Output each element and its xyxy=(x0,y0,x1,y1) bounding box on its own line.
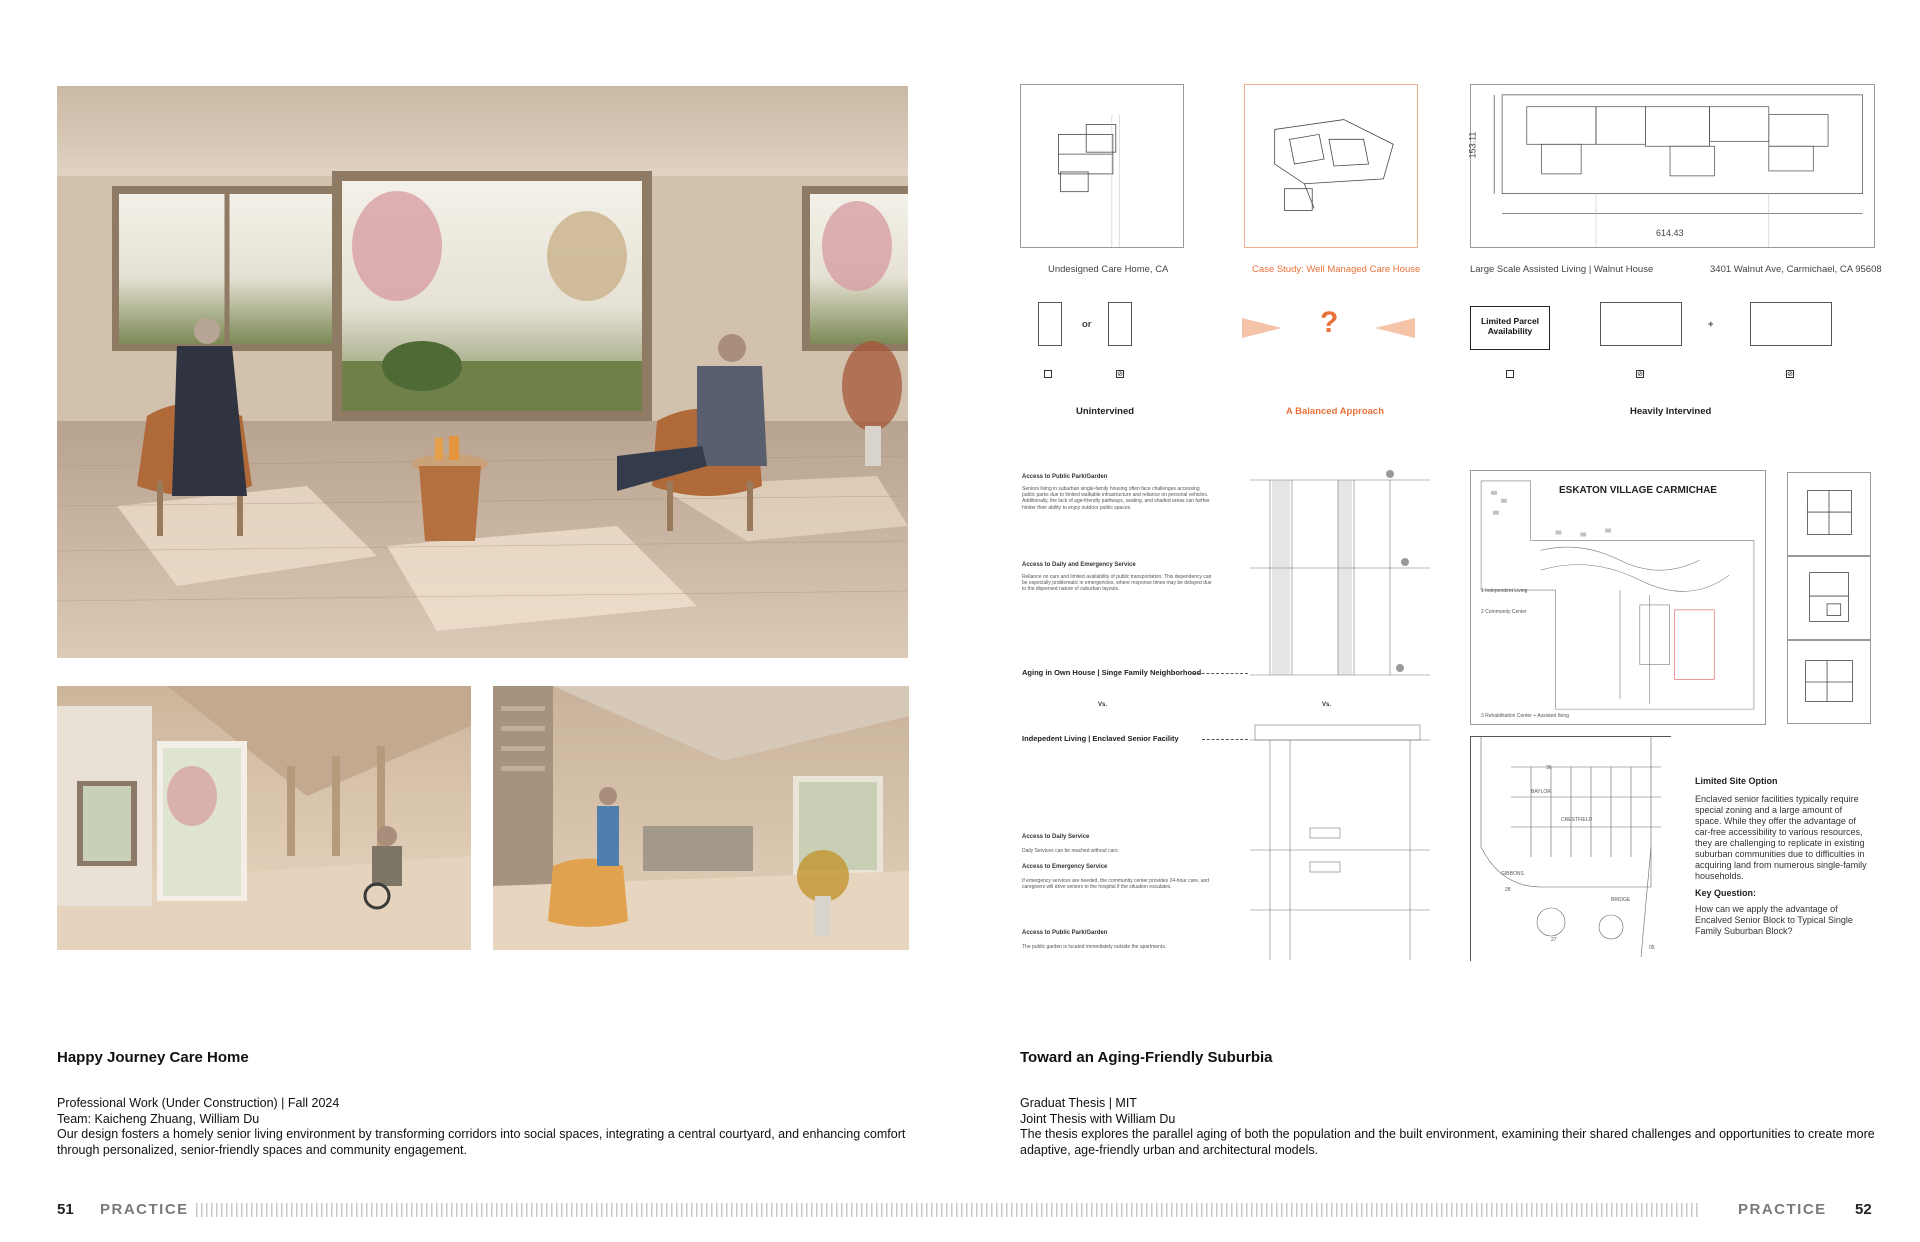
limited-site-option-text xyxy=(1695,776,1870,937)
left-description: Our design fosters a homely senior living environment by transforming corridors into social spaces, integrating a central courtyard, and enhancing comfort through personalized, senior-friendly spaces and community engagement. xyxy=(57,1127,906,1157)
mid-p5: The public garden is located immediately outside the apartments. xyxy=(1022,944,1167,950)
arrow-left xyxy=(1242,318,1282,338)
mid-p1: Seniors living in suburban single-family housing often face challenges accessing public parks due to limited walkable infrastructure and reliance on personal vehicles. Additionally, the lack of age-friendly pathways, seating, and shaded areas can further hinder their ability to enjoy outdoor public spaces. xyxy=(1022,486,1210,511)
parcel-27: 27 xyxy=(1551,937,1557,943)
lounge-render xyxy=(493,686,909,950)
left-page-number: 51 xyxy=(57,1201,74,1218)
dim-horizontal: 614.43 xyxy=(1656,228,1684,238)
mid-h2: Access to Daily and Emergency Service xyxy=(1022,562,1136,568)
right-project-title: Toward an Aging-Friendly Suburbia xyxy=(1020,1049,1273,1066)
arrow-right xyxy=(1375,318,1415,338)
label-walnut-house: Large Scale Assisted Living | Walnut House xyxy=(1470,264,1654,275)
right-collaboration: Joint Thesis with William Du xyxy=(1020,1111,1176,1126)
undesigned-care-home-plan xyxy=(1020,84,1184,248)
street-gibbons: GIBBONS xyxy=(1501,871,1524,877)
vs-left: Vs. xyxy=(1098,702,1108,708)
mid-h1: Access to Public Park/Garden xyxy=(1022,474,1108,480)
eskaton-village-map xyxy=(1470,470,1766,725)
mid-p4: If emergency services are needed, the community center provides 24-hour care, and caregivers will drive seniors to the hospital if the situation escalates. xyxy=(1022,878,1210,891)
street-baylor: BAYLOR xyxy=(1531,789,1551,795)
site-option-body: Enclaved senior facilities typically require special zoning and a large amount of space. While they offer the advantage of car-free accessibility to various resources, they are challenging to replicate in existing suburban communities due to difficulties in acquiring land from numerous single-family households. xyxy=(1695,794,1867,881)
left-project-title: Happy Journey Care Home xyxy=(57,1049,249,1066)
unit-plan-3 xyxy=(1787,640,1871,724)
heading-balanced: A Balanced Approach xyxy=(1286,406,1385,417)
footer-tick-bar xyxy=(196,1203,1701,1217)
small-plan-c xyxy=(1600,302,1682,346)
parcel-36: 36 xyxy=(1546,765,1552,771)
right-section-label: PRACTICE xyxy=(1738,1201,1827,1218)
small-plan-d xyxy=(1750,302,1832,346)
parcel-28: 28 xyxy=(1505,887,1511,893)
checkbox-4: ⊘ xyxy=(1637,371,1643,378)
section-comparison-diagram xyxy=(1020,470,1430,960)
left-project-info xyxy=(57,1096,917,1158)
unit-plan-1 xyxy=(1787,472,1871,556)
label-case-study: Case Study: Well Managed Care House xyxy=(1252,264,1421,275)
street-bridge: BRIDGE xyxy=(1611,897,1631,903)
map-legend-2: 2 Community Center xyxy=(1481,609,1527,615)
label-undesigned: Undesigned Care Home, CA xyxy=(1048,264,1169,275)
right-description: The thesis explores the parallel aging of both the population and the built environment, examining their shared challenges and opportunities to create more adaptive, age-friendly urban and architectural models. xyxy=(1020,1127,1875,1157)
dim-vertical: 153.11 xyxy=(1467,131,1478,159)
map-legend-1: 1 Independent Living xyxy=(1481,588,1528,594)
independent-living-label: Indepedent Living | Enclaved Senior Facility xyxy=(1022,734,1179,743)
checkbox-3 xyxy=(1506,370,1514,378)
vs-right: Vs. xyxy=(1322,702,1332,708)
map-legend-3: 3 Rehabilitation Center + Assisted living xyxy=(1481,713,1569,719)
heading-unintervined: Unintervined xyxy=(1076,406,1135,417)
small-plan-b xyxy=(1108,302,1132,346)
section-drawing xyxy=(1250,470,1430,960)
parcel-map xyxy=(1470,736,1671,961)
mid-h5: Access to Public Park/Garden xyxy=(1022,930,1108,936)
top-diagram-row xyxy=(1020,84,1882,424)
mid-h4: Access to Emergency Service xyxy=(1022,864,1108,870)
right-page-number: 52 xyxy=(1855,1201,1872,1218)
checkbox-1 xyxy=(1044,370,1052,378)
left-section-label: PRACTICE xyxy=(100,1201,189,1218)
question-mark: ? xyxy=(1320,306,1339,339)
key-question-title: Key Question: xyxy=(1695,888,1757,898)
key-question-body: How can we apply the advantage of Encalved Senior Block to Typical Single Family Suburban Block? xyxy=(1695,904,1853,936)
left-team: Team: Kaicheng Zhuang, William Du xyxy=(57,1111,260,1126)
checkbox-2: ⊘ xyxy=(1117,371,1123,378)
aging-own-house-label: Aging in Own House | Singe Family Neighborhood xyxy=(1022,668,1202,677)
map-title: ESKATON VILLAGE CARMICHAE xyxy=(1559,485,1717,496)
unit-plan-2 xyxy=(1787,556,1871,640)
indep-leader-line xyxy=(1202,739,1248,740)
small-plan-a xyxy=(1038,302,1062,346)
left-subtitle: Professional Work (Under Construction) | Fall 2024 xyxy=(57,1096,340,1110)
site-option-title: Limited Site Option xyxy=(1695,776,1778,786)
parcel-05: 05 xyxy=(1649,945,1655,951)
limited-parcel-box: Limited Parcel Availability xyxy=(1470,306,1550,350)
right-project-info xyxy=(1020,1096,1880,1158)
mid-h3: Access to Daily Service xyxy=(1022,834,1090,840)
case-study-care-house-plan xyxy=(1244,84,1418,248)
main-interior-render xyxy=(57,86,908,658)
aging-leader-line xyxy=(1192,673,1248,674)
label-walnut-address: 3401 Walnut Ave, Carmichael, CA 95608 xyxy=(1710,264,1882,275)
right-subtitle: Graduat Thesis | MIT xyxy=(1020,1096,1137,1110)
heading-heavily-intervined: Heavily Intervined xyxy=(1630,406,1712,417)
mid-p2: Reliance on cars and limited availability of public transportation. This dependency can be especially problematic in emergencies, where response times may be delayed due to the dispersed nature of suburban layouts. xyxy=(1022,574,1212,593)
checkbox-5: ⊘ xyxy=(1787,371,1793,378)
corridor-render xyxy=(57,686,471,950)
mid-p3: Daily Services can be reached without cars. xyxy=(1022,848,1119,854)
or-text: or xyxy=(1082,319,1092,330)
plus-text: + xyxy=(1708,319,1714,330)
walnut-house-site-plan xyxy=(1467,84,1875,248)
street-crestfield: CRESTFIELD xyxy=(1561,817,1593,823)
